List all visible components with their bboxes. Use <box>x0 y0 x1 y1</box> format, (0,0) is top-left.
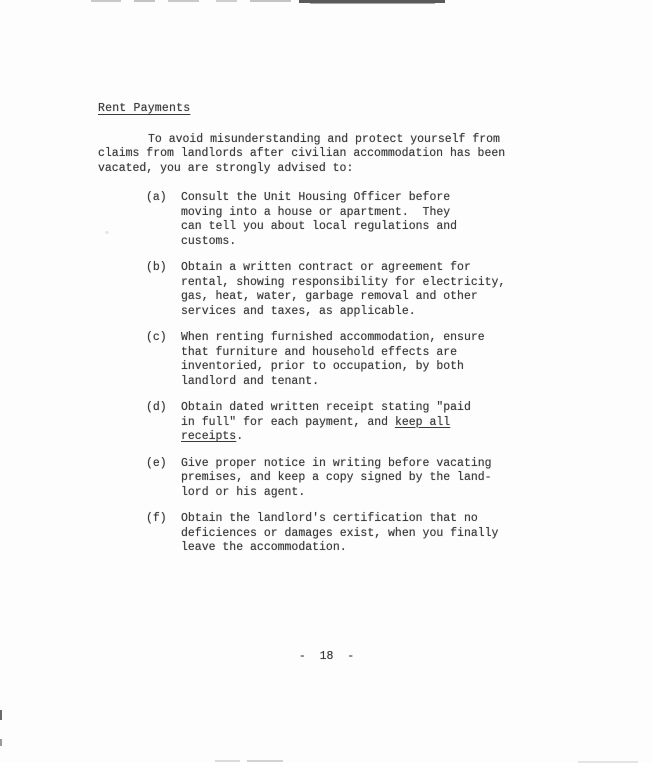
item-label: (c) <box>146 331 167 344</box>
text-line: Obtain the landlord's certification that no <box>181 512 478 525</box>
text-line: vacated, you are strongly advised to: <box>98 161 354 175</box>
scan-artifact-top-dash <box>168 0 199 2</box>
text-line: Give proper notice in writing before vacating <box>181 456 492 470</box>
underlined-text: keep all <box>394 415 451 429</box>
text-line: rental, showing responsibility for electricity, <box>181 275 506 289</box>
text-line: landlord and tenant. <box>181 374 320 388</box>
text-line: To avoid misunderstanding and protect yourself from <box>148 132 500 146</box>
item-label: (a) <box>146 191 167 204</box>
text-line: customs. <box>181 234 237 248</box>
scan-artifact-left-edge <box>0 710 2 720</box>
text-line: deficiences or damages exist, when you finally <box>181 526 499 540</box>
text-line: premises, and keep a copy signed by the land- <box>181 471 492 484</box>
text-line <box>181 430 578 445</box>
scan-artifact-top-dash <box>91 0 121 2</box>
underlined-text: receipts <box>181 430 237 443</box>
text-segment: in full" for each payment, and <box>181 415 395 429</box>
text-line: that furniture and household effects are <box>181 345 458 359</box>
text-line: claims from landlords after civilian accommodation has been <box>98 147 506 160</box>
list-item-d <box>98 401 578 445</box>
section-heading: Rent Payments <box>98 102 191 115</box>
text-segment: . <box>236 430 244 443</box>
scan-artifact-top-band <box>310 3 435 4</box>
text-line: can tell you about local regulations and <box>181 220 458 233</box>
scan-artifact-top-dash <box>216 0 237 2</box>
item-label: (f) <box>146 512 167 525</box>
list-item-a <box>98 191 578 249</box>
item-label: (d) <box>146 401 167 414</box>
text-line: When renting furnished accommodation, ensure <box>181 331 485 344</box>
scan-artifact-top-dash <box>134 0 155 2</box>
scan-artifact-top-dash <box>250 0 291 2</box>
document-body <box>98 102 578 568</box>
item-label: (e) <box>146 456 167 470</box>
list-item-c <box>98 331 578 389</box>
list-item-b <box>98 261 578 319</box>
text-line: Obtain a written contract or agreement for <box>181 261 471 274</box>
text-line: Obtain dated written receipt stating "paid <box>181 401 471 414</box>
item-label: (b) <box>146 261 167 274</box>
list-item-e <box>98 457 578 501</box>
scan-artifact-left-edge <box>0 739 2 746</box>
text-line: moving into a house or apartment. They <box>181 205 451 219</box>
scan-artifact-top-band <box>299 0 445 3</box>
text-line: leave the accommodation. <box>181 541 347 554</box>
scan-artifact-bottom-dash <box>247 760 283 762</box>
text-line <box>181 416 578 431</box>
text-line: Consult the Unit Housing Officer before <box>181 191 451 204</box>
text-line: gas, heat, water, garbage removal and other <box>181 290 478 303</box>
list-item-f <box>98 512 578 556</box>
text-line: inventoried, prior to occupation, by both <box>181 360 464 373</box>
intro-paragraph <box>98 133 578 177</box>
scan-artifact-bottom-dash <box>215 760 240 762</box>
page-number: - 18 - <box>298 650 355 663</box>
text-line: services and taxes, as applicable. <box>181 304 416 318</box>
text-line: lord or his agent. <box>181 485 306 499</box>
